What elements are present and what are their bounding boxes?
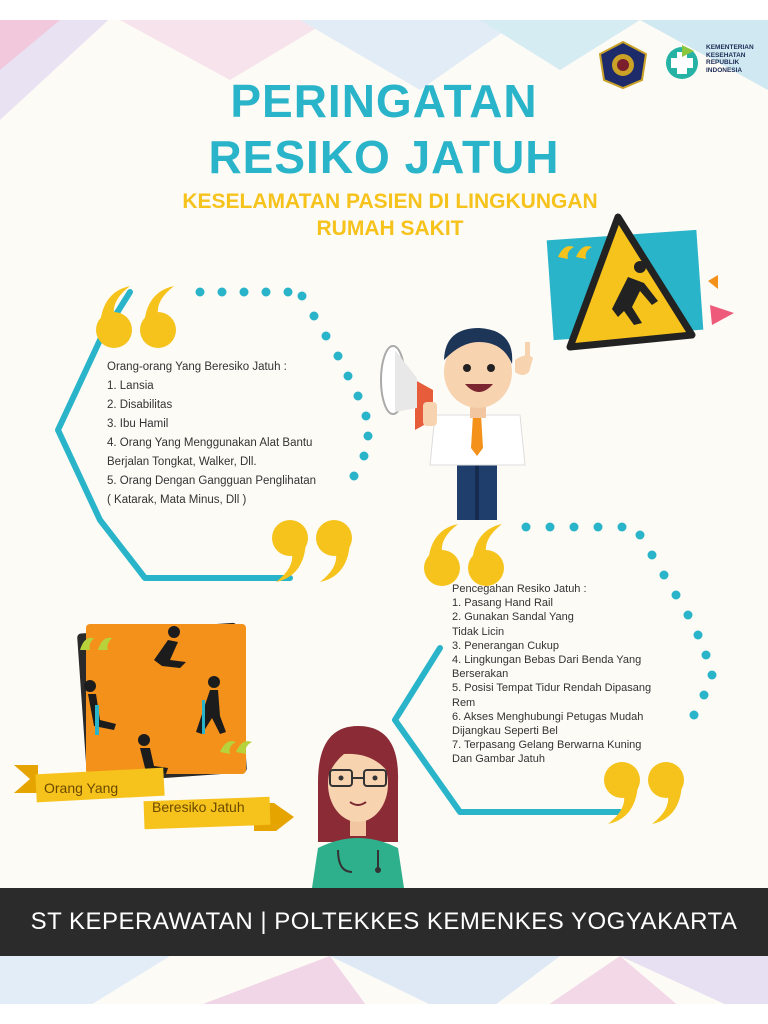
open-quote-icon — [92, 282, 184, 350]
ribbon-label-left: Orang Yang — [44, 780, 119, 796]
list-item: 7. Terpasang Gelang Berwarna Kuning — [452, 739, 642, 752]
list-item: 2. Disabilitas — [107, 399, 173, 411]
subtitle: KESELAMATAN PASIEN DI LINGKUNGAN RUMAH SAKIT — [182, 190, 598, 241]
warning-sign-illustration — [540, 205, 740, 365]
list-item: 3. Ibu Hamil — [107, 418, 169, 430]
list-item: 5. Orang Dengan Gangguan Penglihatan — [107, 475, 317, 487]
list-item: 3. Penerangan Cukup — [452, 639, 560, 652]
list-item: Dijangkau Seperti Bel — [452, 725, 558, 738]
close-quote-icon-2 — [598, 760, 690, 830]
list-item: 2. Gunakan Sandal Yang — [452, 611, 574, 624]
prevention-list-heading: Pencegahan Resiko Jatuh : — [452, 583, 587, 595]
risk-list — [107, 358, 316, 510]
ministry-logo-text: KEMENTERIAN KESEHATAN REPUBLIK INDONESIA — [706, 44, 754, 74]
ribbon-label-right: Beresiko Jatuh — [152, 799, 245, 815]
list-item: 6. Akses Menghubungi Petugas Mudah — [452, 710, 644, 723]
list-item: Rem — [452, 696, 476, 709]
title-line-2: RESIKO JATUH — [208, 131, 560, 183]
prevention-list — [452, 582, 651, 767]
nurse-illustration — [308, 722, 408, 888]
risk-list-heading: Orang-orang Yang Beresiko Jatuh : — [107, 361, 287, 373]
list-item: Tidak Licin — [452, 625, 505, 638]
list-item: 1. Pasang Hand Rail — [452, 597, 553, 610]
list-item: ( Katarak, Mata Minus, Dll ) — [107, 494, 247, 506]
title-line-1: PERINGATAN — [230, 75, 538, 127]
list-item: 5. Posisi Tempat Tidur Rendah Dipasang — [452, 682, 652, 695]
list-item: Dan Gambar Jatuh — [452, 753, 545, 766]
list-item: 4. Lingkungan Bebas Dari Benda Yang — [452, 654, 642, 667]
list-item: Berserakan — [452, 668, 509, 681]
list-item: 4. Orang Yang Menggunakan Alat Bantu — [107, 437, 313, 449]
footer-text: ST KEPERAWATAN | POLTEKKES KEMENKES YOGYAKARTA — [30, 908, 738, 935]
list-item: 1. Lansia — [107, 380, 154, 392]
open-quote-icon-2 — [420, 520, 512, 588]
man-megaphone-illustration — [375, 320, 550, 520]
close-quote-icon — [266, 518, 358, 588]
list-item: Berjalan Tongkat, Walker, Dll. — [107, 456, 257, 468]
